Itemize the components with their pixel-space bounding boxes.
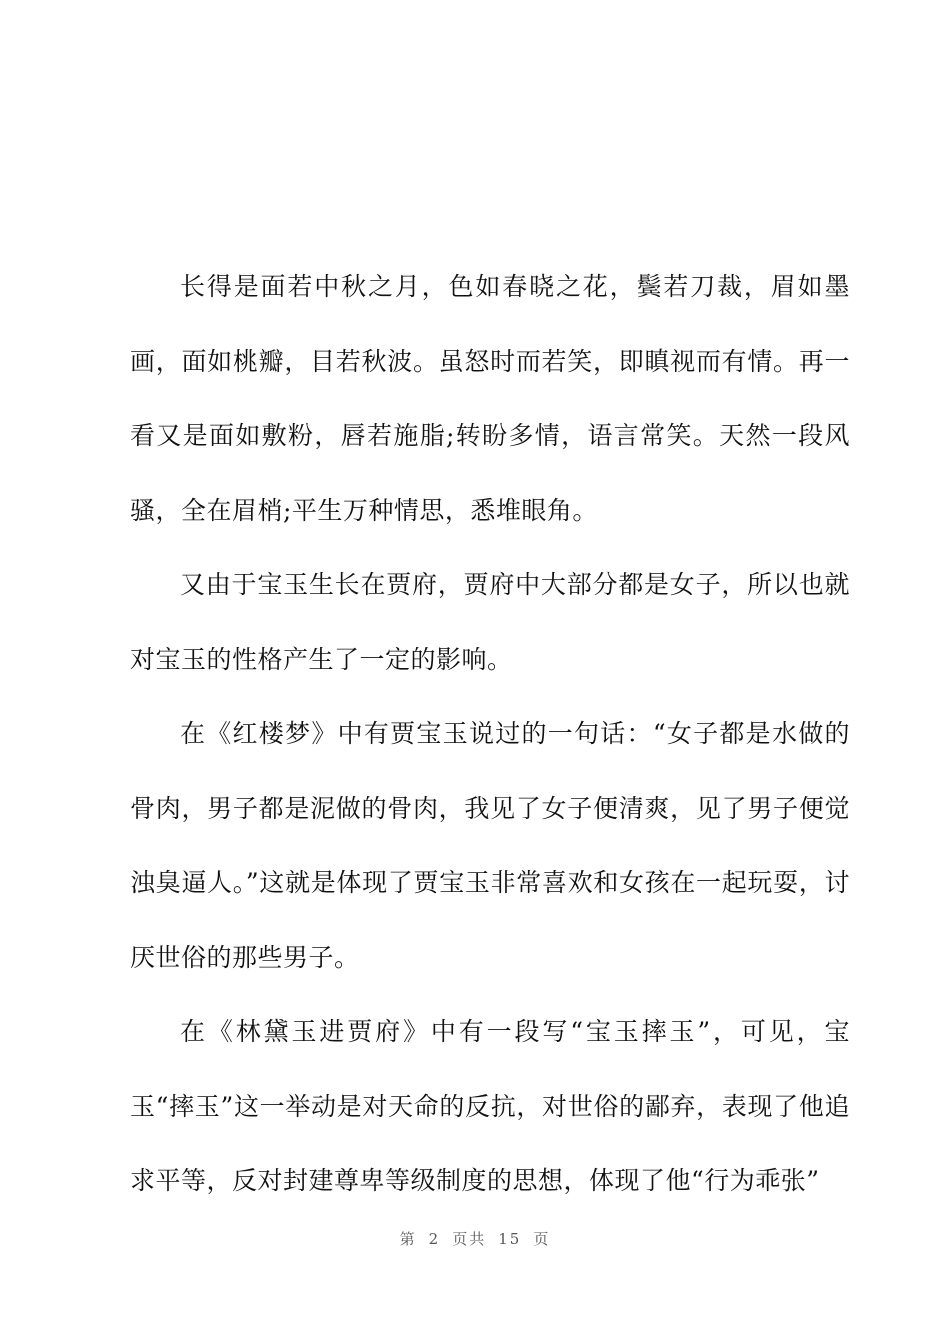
- footer-prefix: 第: [399, 1230, 417, 1248]
- document-body: [130, 250, 850, 1219]
- footer-total-pages: 15: [498, 1230, 522, 1248]
- paragraph-3: 在《红楼梦》中有贾宝玉说过的一句话：“女子都是水做的骨肉，男子都是泥做的骨肉，我见了女子便清爽，见了男子便觉浊臭逼人。”这就是体现了贾宝玉非常喜欢和女孩在一起玩耍，讨厌世俗的那些男子。: [130, 719, 850, 972]
- paragraph-4: 在《林黛玉进贾府》中有一段写“宝玉摔玉”，可见，宝玉“摔玉”这一举动是对天命的反抗，对世俗的鄙弃，表现了他追求平等，反对封建尊卑等级制度的思想，体现了他“行为乖张”: [130, 1017, 850, 1195]
- footer-middle: 页共: [452, 1230, 487, 1248]
- paragraph-1: 长得是面若中秋之月，色如春晓之花，鬓若刀裁，眉如墨画，面如桃瓣，目若秋波。虽怒时而若笑，即瞋视而有情。再一看又是面如敷粉，唇若施脂;转盼多情，语言常笑。天然一段风骚，全在眉梢;平生万种情思，悉堆眼角。: [130, 272, 850, 525]
- footer-suffix: 页: [533, 1230, 551, 1248]
- page-footer: [0, 1228, 950, 1249]
- paragraph-2: 又由于宝玉生长在贾府，贾府中大部分都是女子，所以也就对宝玉的性格产生了一定的影响。: [130, 570, 850, 674]
- footer-page-number: 2: [428, 1230, 441, 1248]
